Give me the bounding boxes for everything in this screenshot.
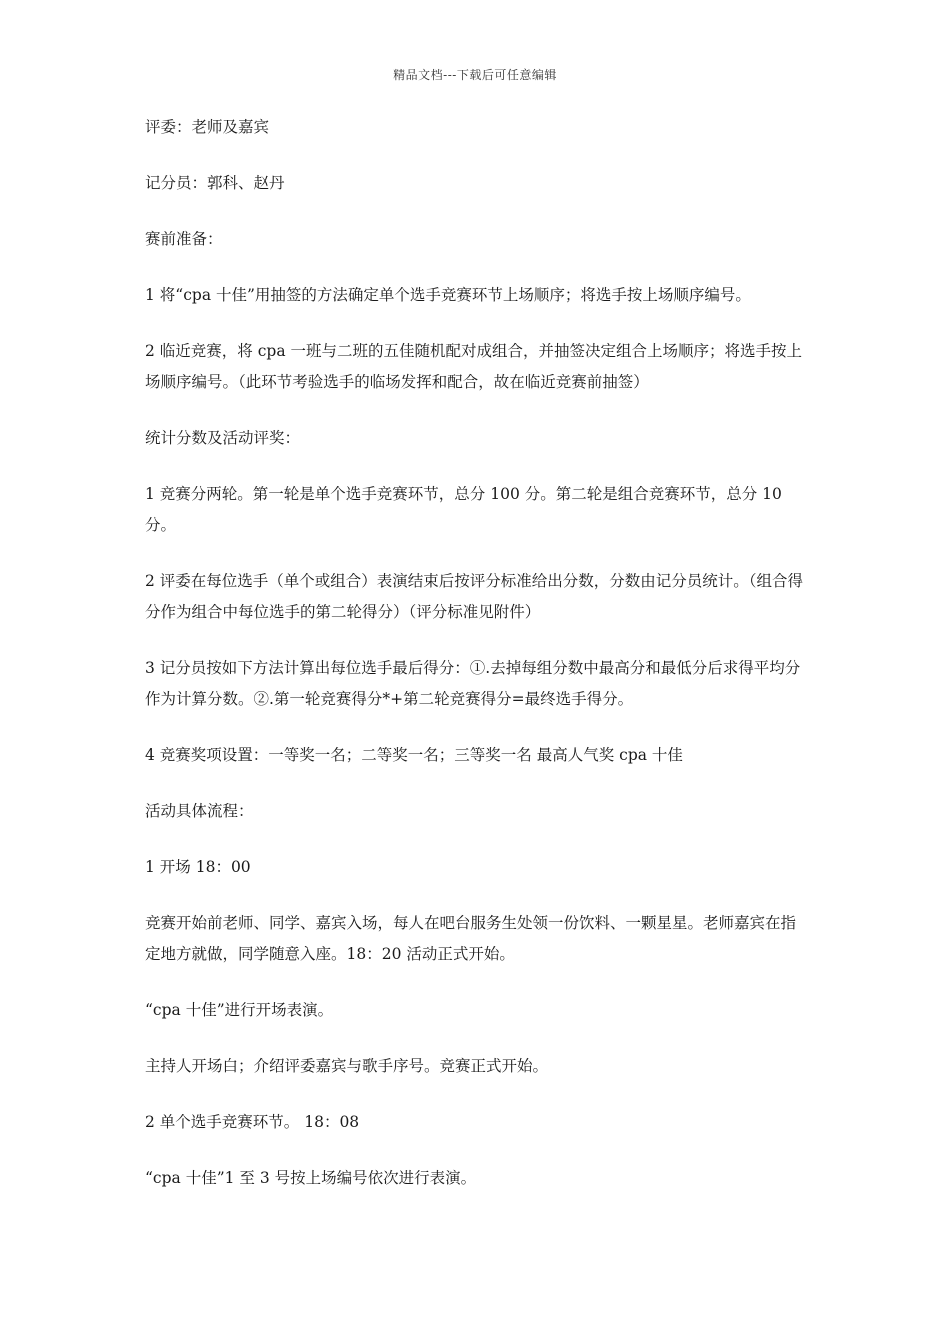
judges-line: 评委：老师及嘉宾 xyxy=(145,118,270,136)
process-step-1: 1 开场 18：00 xyxy=(145,858,251,876)
scoring-item-3: 3 记分员按如下方法计算出每位选手最后得分：①.去掉每组分数中最高分和最低分后求得平均分作为计算分数。②.第一轮竞赛得分*+第二轮竞赛得分=最终选手得分。 xyxy=(145,659,801,708)
section-heading-process: 活动具体流程： xyxy=(145,802,254,820)
section-heading-preparation: 赛前准备： xyxy=(145,230,223,248)
scoring-item-4: 4 竞赛奖项设置：一等奖一名；二等奖一名；三等奖一名 最高人气奖 cpa 十佳 xyxy=(145,746,683,764)
scorers-line: 记分员：郭科、赵丹 xyxy=(145,174,285,192)
process-opening-performance: “cpa 十佳”进行开场表演。 xyxy=(145,1001,334,1019)
preparation-item-2: 2 临近竞赛，将 cpa 一班与二班的五佳随机配对成组合，并抽签决定组合上场顺序；将选手按上场顺序编号。（此环节考验选手的临场发挥和配合，故在临近竞赛前抽签） xyxy=(145,342,802,391)
process-host-opening: 主持人开场白；介绍评委嘉宾与歌手序号。竞赛正式开始。 xyxy=(145,1057,549,1075)
scoring-item-1: 1 竞赛分两轮。第一轮是单个选手竞赛环节，总分 100 分。第二轮是组合竞赛环节，总分 10 分。 xyxy=(145,485,782,534)
preparation-item-1: 1 将“cpa 十佳”用抽签的方法确定单个选手竞赛环节上场顺序；将选手按上场顺序编号。 xyxy=(145,286,751,304)
process-step-2-detail: “cpa 十佳”1 至 3 号按上场编号依次进行表演。 xyxy=(145,1169,477,1187)
scoring-item-2: 2 评委在每位选手（单个或组合）表演结束后按评分标准给出分数，分数由记分员统计。（组合得分作为组合中每位选手的第二轮得分）（评分标准见附件） xyxy=(145,572,804,621)
process-step-2: 2 单个选手竞赛环节。 18：08 xyxy=(145,1113,360,1131)
page-header: 精品文档---下载后可任意编辑 xyxy=(393,68,557,82)
process-step-1-detail: 竞赛开始前老师、同学、嘉宾入场，每人在吧台服务生处领一份饮料、一颗星星。老师嘉宾在指定地方就做，同学随意入座。18：20 活动正式开始。 xyxy=(145,914,797,963)
section-heading-scoring: 统计分数及活动评奖： xyxy=(145,429,301,447)
document-body xyxy=(145,112,809,1219)
